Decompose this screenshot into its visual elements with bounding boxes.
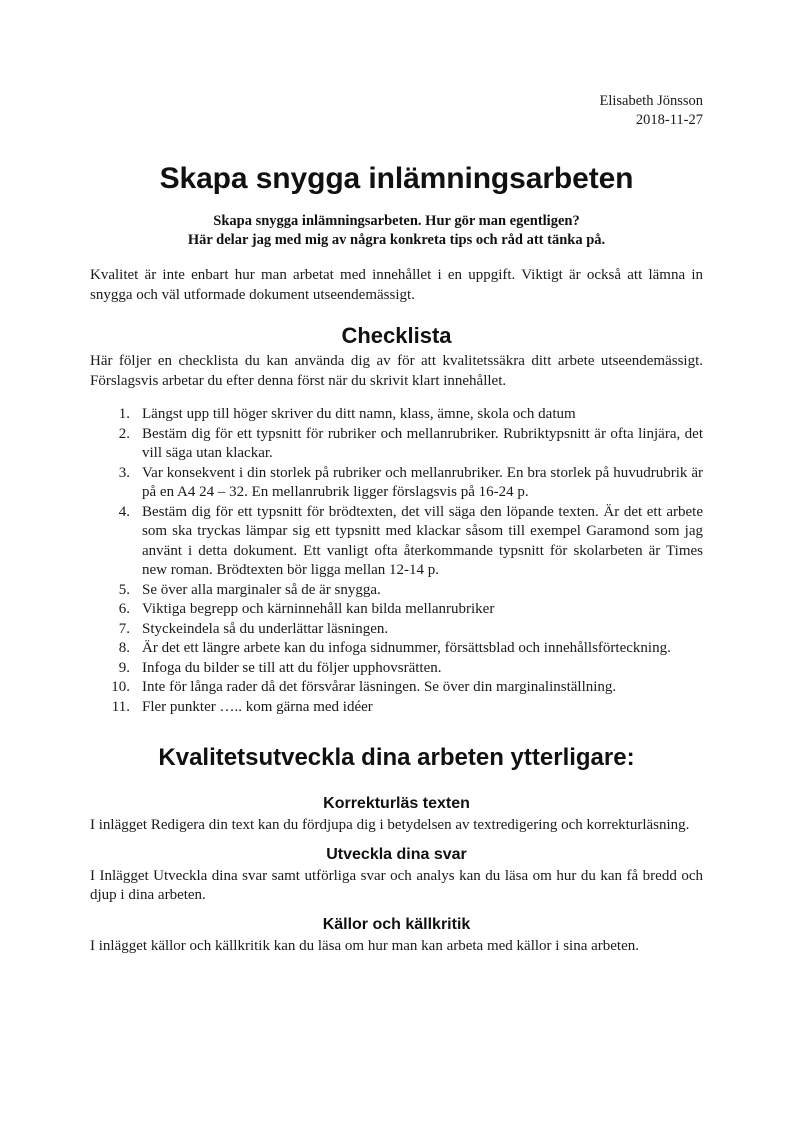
checklist-intro-paragraph: Här följer en checklista du kan använda dig av för att kvalitetssäkra ditt arbete utseendemässigt. Förslagsvis arbetar du efter denna först när du skrivit klart innehållet.	[90, 353, 703, 389]
list-item: Se över alla marginaler så de är snygga.	[142, 581, 381, 598]
list-item: Längst upp till höger skriver du ditt namn, klass, ämne, skola och datum	[142, 406, 576, 422]
document-subtitle	[90, 212, 703, 250]
subsection-heading-utveckla: Utveckla dina svar	[326, 845, 467, 863]
intro-paragraph: Kvalitet är inte enbart hur man arbetat med innehållet i en uppgift. Viktigt är också att lämna in snygga och väl utformade dokument utseendemässigt.	[90, 267, 703, 303]
document-header	[90, 92, 703, 129]
list-item: Viktiga begrepp och kärninnehåll kan bilda mellanrubriker	[142, 601, 495, 617]
document-date: 2018-11-27	[635, 111, 703, 128]
list-item: Bestäm dig för ett typsnitt för brödtexten, det vill säga den löpande texten. Är det ett arbete som ska tryckas lämpar sig ett typsnitt med klackar såsom till exempel Garamond som jag använt i detta dokument. Ett vanligt ofta återkommande typsnitt för skolarbeten är Times new roman. Brödtexten bör ligga mellan 12-14 p.	[142, 503, 703, 578]
checklist-heading: Checklista	[341, 323, 452, 348]
list-item: Fler punkter ….. kom gärna med idéer	[142, 698, 373, 715]
subsection-body-kallor: I inlägget källor och källkritik kan du läsa om hur man kan arbeta med källor i sina arbeten.	[90, 937, 639, 954]
subsection-body-korrekturlas: I inlägget Redigera din text kan du fördjupa dig i betydelsen av textredigering och korrekturläsning.	[90, 817, 690, 833]
list-item: Bestäm dig för ett typsnitt för rubriker och mellanrubriker. Rubriktypsnitt är ofta linjära, det vill säga utan klackar.	[142, 425, 703, 461]
list-item: Styckeindela så du underlättar läsningen.	[142, 620, 389, 637]
list-item: Är det ett längre arbete kan du infoga sidnummer, försättsblad och innehållsförteckning.	[142, 640, 671, 656]
list-item: Infoga du bilder se till att du följer upphovsrätten.	[142, 659, 442, 676]
checklist	[90, 405, 703, 717]
subsection-body-utveckla: I Inlägget Utveckla dina svar samt utförliga svar och analys kan du läsa om hur du kan få bredd och djup i dina arbeten.	[90, 867, 703, 903]
quality-section-heading: Kvalitetsutveckla dina arbeten ytterligare:	[158, 744, 635, 771]
page-title: Skapa snygga inlämningsarbeten	[159, 162, 634, 195]
subtitle-line-2: Här delar jag med mig av några konkreta tips och råd att tänka på.	[187, 232, 606, 248]
subsection-heading-korrekturlas: Korrekturläs texten	[323, 795, 470, 812]
subtitle-line-1: Skapa snygga inlämningsarbeten. Hur gör man egentligen?	[213, 213, 580, 229]
list-item: Var konsekvent i din storlek på rubriker och mellanrubriker. En bra storlek på huvudrubrik är på en A4 24 – 32. En mellanrubrik ligger förslagsvis på 16-24 p.	[142, 464, 703, 500]
author-name: Elisabeth Jönsson	[599, 93, 703, 109]
subsection-heading-kallor: Källor och källkritik	[322, 915, 471, 933]
document-content	[90, 160, 703, 956]
list-item: Inte för långa rader då det försvårar läsningen. Se över din marginalinställning.	[142, 679, 617, 695]
